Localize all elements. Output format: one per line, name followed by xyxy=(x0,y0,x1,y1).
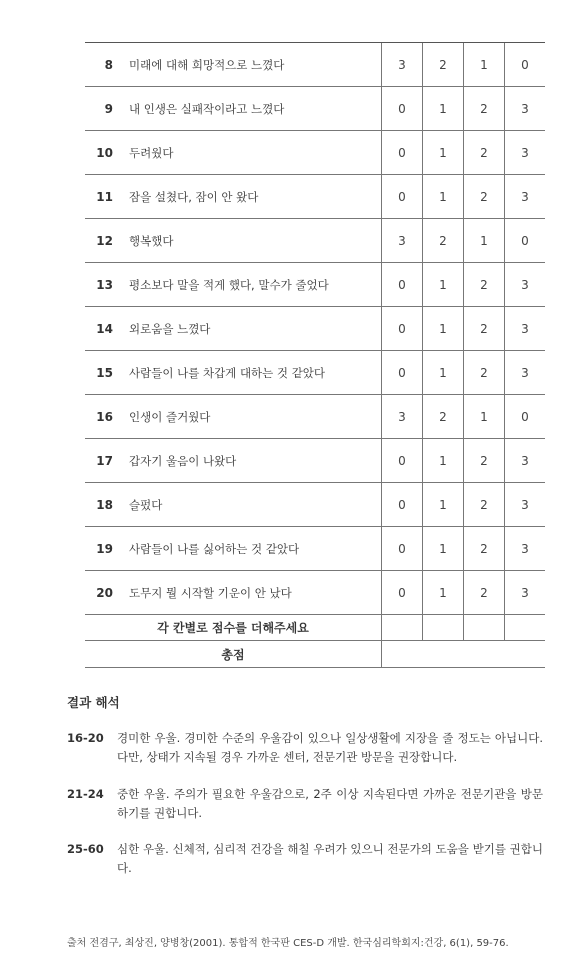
item-number: 15 xyxy=(85,351,117,395)
score-cell: 1 xyxy=(423,439,464,483)
score-cell: 2 xyxy=(423,395,464,439)
item-text: 미래에 대해 희망적으로 느꼈다 xyxy=(117,43,382,87)
score-cell: 2 xyxy=(464,351,505,395)
score-cell: 3 xyxy=(505,175,546,219)
item-text: 사람들이 나를 싫어하는 것 같았다 xyxy=(117,527,382,571)
table-row xyxy=(85,483,545,527)
item-text: 두려웠다 xyxy=(117,131,382,175)
item-number: 9 xyxy=(85,87,117,131)
item-number: 11 xyxy=(85,175,117,219)
score-cell: 3 xyxy=(382,395,423,439)
item-text: 슬펐다 xyxy=(117,483,382,527)
item-text: 도무지 뭘 시작할 기운이 안 났다 xyxy=(117,571,382,615)
item-number: 18 xyxy=(85,483,117,527)
score-cell: 0 xyxy=(382,439,423,483)
score-cell: 3 xyxy=(505,307,546,351)
total-label: 총점 xyxy=(85,641,382,668)
score-cell: 0 xyxy=(505,395,546,439)
item-text: 평소보다 말을 적게 했다, 말수가 줄었다 xyxy=(117,263,382,307)
table-row xyxy=(85,439,545,483)
score-cell: 0 xyxy=(505,43,546,87)
sum-input-cell[interactable] xyxy=(382,615,423,641)
sum-row xyxy=(85,615,545,641)
total-row xyxy=(85,641,545,668)
score-cell: 1 xyxy=(423,483,464,527)
score-cell: 3 xyxy=(505,351,546,395)
interpretation-range: 16-20 xyxy=(67,731,104,745)
score-cell: 1 xyxy=(464,395,505,439)
interpretation-text: 중한 우울. 주의가 필요한 우울감으로, 2주 이상 지속된다면 가까운 전문기관을 방문하기를 권합니다. xyxy=(117,787,543,820)
item-number: 17 xyxy=(85,439,117,483)
score-cell: 3 xyxy=(505,483,546,527)
score-cell: 1 xyxy=(423,175,464,219)
score-cell: 2 xyxy=(464,307,505,351)
interpretation-text: 심한 우울. 신체적, 심리적 건강을 해칠 우려가 있으니 전문가의 도움을 받기를 권합니다. xyxy=(117,842,543,875)
item-number: 19 xyxy=(85,527,117,571)
table-row xyxy=(85,395,545,439)
score-cell: 3 xyxy=(505,263,546,307)
score-cell: 2 xyxy=(464,175,505,219)
item-text: 인생이 즐거웠다 xyxy=(117,395,382,439)
item-number: 20 xyxy=(85,571,117,615)
score-cell: 0 xyxy=(382,175,423,219)
score-cell: 1 xyxy=(464,43,505,87)
sum-input-cell[interactable] xyxy=(423,615,464,641)
table-row xyxy=(85,571,545,615)
score-cell: 1 xyxy=(423,571,464,615)
score-cell: 2 xyxy=(464,571,505,615)
score-cell: 2 xyxy=(464,439,505,483)
sum-label: 각 칸별로 점수를 더해주세요 xyxy=(85,615,382,641)
item-text: 갑자기 울음이 나왔다 xyxy=(117,439,382,483)
score-cell: 0 xyxy=(382,307,423,351)
table-row xyxy=(85,351,545,395)
item-number: 16 xyxy=(85,395,117,439)
score-cell: 3 xyxy=(505,439,546,483)
interpretation-text: 경미한 우울. 경미한 수준의 우울감이 있으나 일상생활에 지장을 줄 정도는 아닙니다. 다만, 상태가 지속될 경우 가까운 센터, 전문기관 방문을 권장합니다. xyxy=(117,731,543,764)
interpretation-item xyxy=(67,840,543,878)
score-cell: 2 xyxy=(423,43,464,87)
sum-input-cell[interactable] xyxy=(464,615,505,641)
score-cell: 1 xyxy=(423,131,464,175)
table-row xyxy=(85,175,545,219)
table-row xyxy=(85,527,545,571)
score-cell: 1 xyxy=(423,351,464,395)
score-cell: 1 xyxy=(464,219,505,263)
score-cell: 0 xyxy=(382,483,423,527)
item-text: 사람들이 나를 차갑게 대하는 것 같았다 xyxy=(117,351,382,395)
score-cell: 0 xyxy=(382,263,423,307)
item-number: 14 xyxy=(85,307,117,351)
score-cell: 2 xyxy=(464,527,505,571)
interpretation-item xyxy=(67,785,543,823)
score-cell: 2 xyxy=(464,263,505,307)
item-number: 13 xyxy=(85,263,117,307)
interpretation-item xyxy=(67,729,543,767)
score-cell: 2 xyxy=(423,219,464,263)
sum-input-cell[interactable] xyxy=(505,615,546,641)
score-cell: 3 xyxy=(382,219,423,263)
score-cell: 3 xyxy=(505,571,546,615)
table-row xyxy=(85,307,545,351)
result-title: 결과 해석 xyxy=(67,695,120,710)
score-cell: 3 xyxy=(382,43,423,87)
score-cell: 2 xyxy=(464,131,505,175)
score-cell: 1 xyxy=(423,263,464,307)
total-input-cell[interactable] xyxy=(382,641,546,668)
score-table xyxy=(85,42,545,668)
score-cell: 0 xyxy=(382,351,423,395)
item-text: 외로움을 느꼈다 xyxy=(117,307,382,351)
score-cell: 0 xyxy=(382,527,423,571)
score-cell: 0 xyxy=(505,219,546,263)
score-cell: 2 xyxy=(464,483,505,527)
table-row xyxy=(85,87,545,131)
item-number: 8 xyxy=(85,43,117,87)
item-text: 행복했다 xyxy=(117,219,382,263)
table-row xyxy=(85,43,545,87)
score-cell: 0 xyxy=(382,87,423,131)
interpretation-range: 25-60 xyxy=(67,842,104,856)
table-row xyxy=(85,219,545,263)
item-number: 10 xyxy=(85,131,117,175)
score-cell: 2 xyxy=(464,87,505,131)
item-text: 내 인생은 실패작이라고 느꼈다 xyxy=(117,87,382,131)
score-cell: 1 xyxy=(423,527,464,571)
score-cell: 3 xyxy=(505,527,546,571)
score-cell: 3 xyxy=(505,87,546,131)
item-text: 잠을 설쳤다, 잠이 안 왔다 xyxy=(117,175,382,219)
score-cell: 0 xyxy=(382,131,423,175)
score-cell: 3 xyxy=(505,131,546,175)
score-table-body xyxy=(85,43,545,668)
score-cell: 1 xyxy=(423,87,464,131)
table-row xyxy=(85,263,545,307)
item-number: 12 xyxy=(85,219,117,263)
source-citation: 출처 전겸구, 최상진, 양병창(2001). 통합적 한국판 CES-D 개발. 한국심리학회지:건강, 6(1), 59-76. xyxy=(67,938,509,949)
table-row xyxy=(85,131,545,175)
score-cell: 0 xyxy=(382,571,423,615)
interpretation-range: 21-24 xyxy=(67,787,104,801)
score-cell: 1 xyxy=(423,307,464,351)
